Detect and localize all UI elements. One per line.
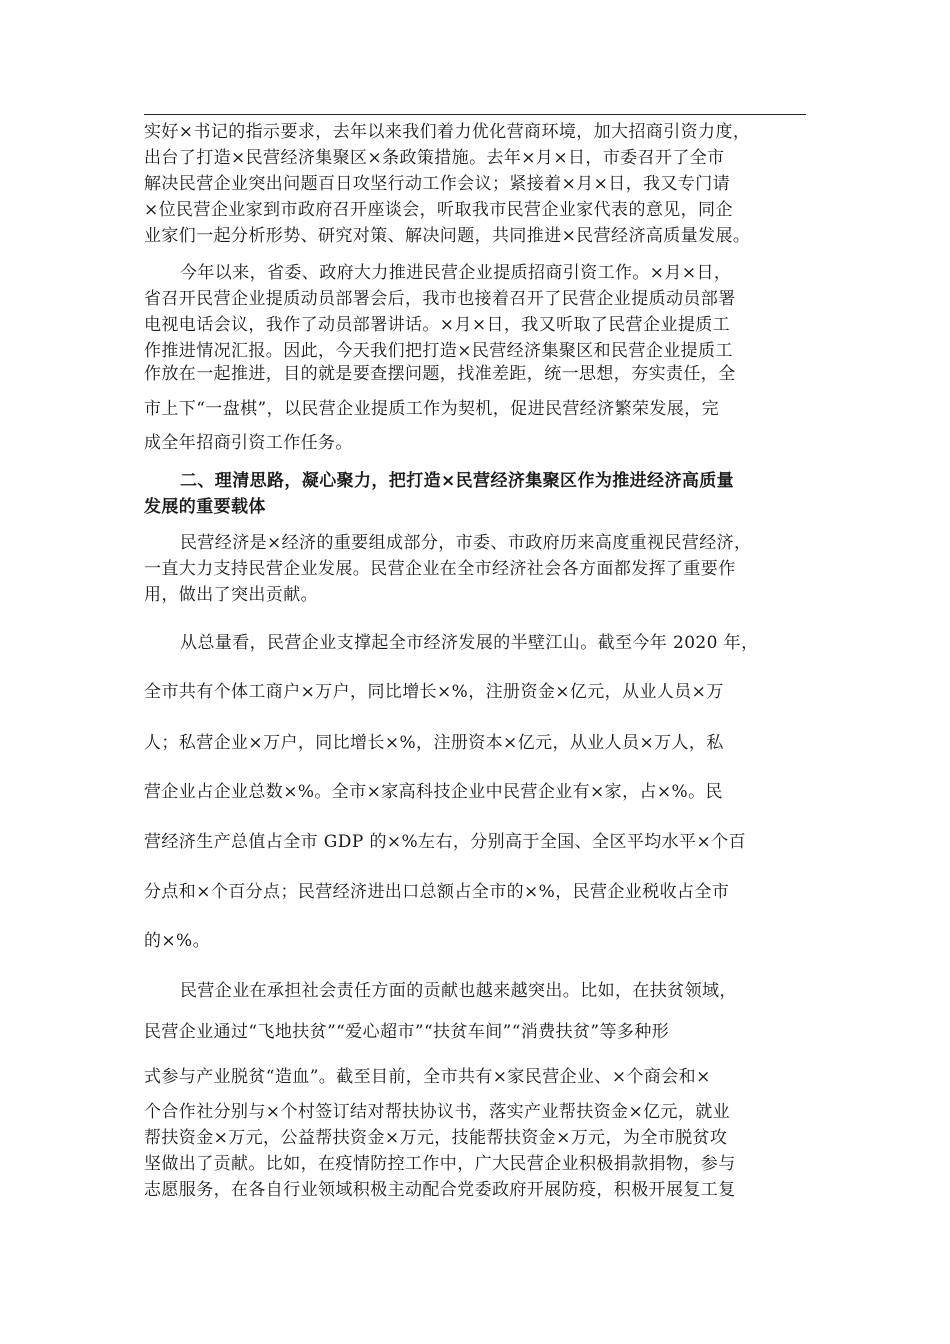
paragraph-4-line: 从总量看，民营企业支撑起全市经济发展的半壁江山。截至今年 2020 年，	[180, 633, 759, 653]
paragraph-5-line: 式参与产业脱贫“造血”。截至目前，全市共有×家民营企业、×个商会和×	[144, 1067, 711, 1087]
paragraph-4-line: 的×%。	[144, 931, 210, 951]
paragraph-2-line: 今年以来，省委、政府大力推进民营企业提质招商引资工作。×月×日，	[180, 263, 732, 283]
paragraph-5-line: 坚做出了贡献。比如，在疫情防控工作中，广大民营企业积极捐款捐物，参与	[144, 1154, 736, 1174]
paragraph-4-line: 分点和×个百分点；民营经济进出口总额占全市的×%，民营企业税收占全市	[144, 882, 730, 902]
section-heading-line: 二、理清思路，凝心聚力，把打造×民营经济集聚区作为推进经济高质量	[180, 471, 735, 491]
paragraph-5-line: 民营企业在承担社会责任方面的贡献也越来越突出。比如，在扶贫领域，	[180, 981, 737, 1001]
paragraph-5-line: 个合作社分别与×个村签订结对帮扶协议书，落实产业帮扶资金×亿元，就业	[144, 1102, 731, 1122]
paragraph-2-line: 成全年招商引资工作任务。	[144, 433, 353, 453]
paragraph-3-line: 一直大力支持民营企业发展。民营企业在全市经济社会各方面都发挥了重要作	[144, 559, 736, 579]
paragraph-4-line: 全市共有个体工商户×万户，同比增长×%，注册资金×亿元，从业人员×万	[144, 682, 724, 702]
paragraph-2-line: 作推进情况汇报。因此，今天我们把打造×民营经济集聚区和民营企业提质工	[144, 341, 733, 361]
paragraph-5-line: 民营企业通过“飞地扶贫”“爱心超市”“扶贫车间”“消费扶贫”等多种形	[144, 1022, 670, 1042]
paragraph-4-line: 营经济生产总值占全市 GDP 的×%左右，分别高于全国、全区平均水平×个百	[144, 832, 746, 852]
paragraph-2-line: 市上下“一盘棋”，以民营企业提质工作为契机，促进民营经济繁荣发展，完	[144, 399, 719, 419]
section-heading-line: 发展的重要载体	[144, 497, 266, 517]
paragraph-1-line: 出台了打造×民营经济集聚区×条政策措施。去年×月×日，市委召开了全市	[144, 148, 725, 168]
paragraph-5-line: 志愿服务，在各自行业领域积极主动配合党委政府开展防疫，积极开展复工复	[144, 1180, 736, 1200]
paragraph-3-line: 用，做出了突出贡献。	[144, 585, 318, 605]
paragraph-1-line: 实好×书记的指示要求，去年以来我们着力优化营商环境，加大招商引资力度，	[144, 122, 751, 142]
paragraph-2-line: 电视电话会议，我作了动员部署讲话。×月×日，我又听取了民营企业提质工	[144, 315, 731, 335]
paragraph-3-line: 民营经济是×经济的重要组成部分，市委、市政府历来高度重视民营经济，	[180, 533, 752, 553]
paragraph-1-line: 业家们一起分析形势、研究对策、解决问题，共同推进×民营经济高质量发展。	[144, 226, 751, 246]
paragraph-2-line: 作放在一起推进，目的就是要查摆问题，找准差距，统一思想，夯实责任，全	[144, 364, 736, 384]
paragraph-2-line: 省召开民营企业提质动员部署会后，我市也接着召开了民营企业提质动员部署	[144, 289, 736, 309]
paragraph-1-line: 解决民营企业突出问题百日攻坚行动工作会议；紧接着×月×日，我又专门请	[144, 174, 731, 194]
paragraph-1-line: ×位民营企业家到市政府召开座谈会，听取我市民营企业家代表的意见，同企	[144, 200, 733, 220]
paragraph-5-line: 帮扶资金×万元，公益帮扶资金×万元，技能帮扶资金×万元，为全市脱贫攻	[144, 1128, 728, 1148]
paragraph-4-line: 人；私营企业×万户，同比增长×%，注册资本×亿元，从业人员×万人，私	[144, 733, 724, 753]
header-rule	[144, 114, 806, 115]
paragraph-4-line: 营企业占企业总数×%。全市×家高科技企业中民营企业有×家，占×%。民	[144, 782, 723, 802]
